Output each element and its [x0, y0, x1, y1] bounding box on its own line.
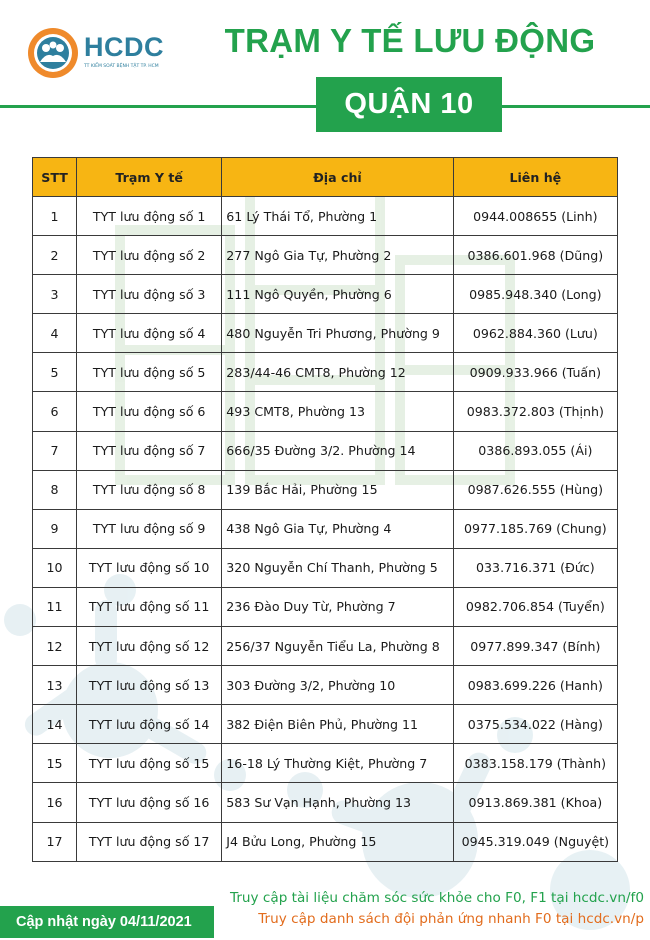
station-contact: 0983.372.803 (Thịnh)	[453, 392, 617, 431]
station-contact: 0962.884.360 (Lưu)	[453, 314, 617, 353]
table-row	[33, 744, 618, 783]
table-row	[33, 509, 618, 548]
station-name: TYT lưu động số 9	[77, 509, 222, 548]
station-address: 493 CMT8, Phường 13	[222, 392, 453, 431]
station-contact: 0383.158.179 (Thành)	[453, 744, 617, 783]
station-address: J4 Bửu Long, Phường 15	[222, 822, 453, 861]
station-name: TYT lưu động số 6	[77, 392, 222, 431]
page-title: TRẠM Y TẾ LƯU ĐỘNG	[224, 22, 596, 59]
column-header-address: Địa chỉ	[222, 158, 453, 197]
footer-link-f0-care: Truy cập tài liệu chăm sóc sức khỏe cho F0, F1 tại hcdc.vn/f0	[230, 890, 644, 906]
hcdc-logo	[26, 28, 176, 78]
station-name: TYT lưu động số 2	[77, 236, 222, 275]
station-name: TYT lưu động số 15	[77, 744, 222, 783]
row-number: 13	[33, 666, 77, 705]
station-address: 438 Ngô Gia Tự, Phường 4	[222, 509, 453, 548]
station-address: 666/35 Đường 3/2. Phường 14	[222, 431, 453, 470]
station-address: 256/37 Nguyễn Tiểu La, Phường 8	[222, 627, 453, 666]
station-address: 111 Ngô Quyền, Phường 6	[222, 275, 453, 314]
station-name: TYT lưu động số 13	[77, 666, 222, 705]
station-contact: 0987.626.555 (Hùng)	[453, 470, 617, 509]
table-row	[33, 314, 618, 353]
station-name: TYT lưu động số 1	[77, 197, 222, 236]
column-header-contact: Liên hệ	[453, 158, 617, 197]
station-address: 583 Sư Vạn Hạnh, Phường 13	[222, 783, 453, 822]
row-number: 1	[33, 197, 77, 236]
row-number: 9	[33, 509, 77, 548]
table-row	[33, 822, 618, 861]
district-label: QUẬN 10	[316, 77, 502, 132]
station-name: TYT lưu động số 5	[77, 353, 222, 392]
updated-date-banner: Cập nhật ngày 04/11/2021	[0, 906, 214, 938]
station-name: TYT lưu động số 14	[77, 705, 222, 744]
table-row	[33, 548, 618, 587]
station-contact: 0977.899.347 (Bính)	[453, 627, 617, 666]
station-contact: 0913.869.381 (Khoa)	[453, 783, 617, 822]
row-number: 17	[33, 822, 77, 861]
row-number: 15	[33, 744, 77, 783]
table-row	[33, 275, 618, 314]
row-number: 16	[33, 783, 77, 822]
column-header-stt: STT	[33, 158, 77, 197]
station-address: 16-18 Lý Thường Kiệt, Phường 7	[222, 744, 453, 783]
row-number: 14	[33, 705, 77, 744]
table-row	[33, 587, 618, 626]
station-address: 283/44-46 CMT8, Phường 12	[222, 353, 453, 392]
row-number: 8	[33, 470, 77, 509]
station-address: 61 Lý Thái Tổ, Phường 1	[222, 197, 453, 236]
station-contact: 0945.319.049 (Nguyệt)	[453, 822, 617, 861]
station-address: 320 Nguyễn Chí Thanh, Phường 5	[222, 548, 453, 587]
row-number: 4	[33, 314, 77, 353]
table-row	[33, 236, 618, 275]
table-row	[33, 197, 618, 236]
station-address: 236 Đào Duy Từ, Phường 7	[222, 587, 453, 626]
logo-subtitle: TT KIỂM SOÁT BỆNH TẬT TP. HCM	[84, 64, 159, 69]
station-name: TYT lưu động số 16	[77, 783, 222, 822]
table-row	[33, 627, 618, 666]
station-address: 382 Điện Biên Phủ, Phường 11	[222, 705, 453, 744]
table-row	[33, 705, 618, 744]
table-header-row	[33, 158, 618, 197]
station-address: 277 Ngô Gia Tự, Phường 2	[222, 236, 453, 275]
station-name: TYT lưu động số 3	[77, 275, 222, 314]
row-number: 2	[33, 236, 77, 275]
station-contact: 0375.534.022 (Hàng)	[453, 705, 617, 744]
stations-table	[32, 157, 618, 862]
row-number: 11	[33, 587, 77, 626]
station-contact: 0985.948.340 (Long)	[453, 275, 617, 314]
station-name: TYT lưu động số 4	[77, 314, 222, 353]
station-contact: 0386.893.055 (Ái)	[453, 431, 617, 470]
station-address: 303 Đường 3/2, Phường 10	[222, 666, 453, 705]
logo-name: HCDC	[84, 32, 164, 62]
station-name: TYT lưu động số 11	[77, 587, 222, 626]
row-number: 5	[33, 353, 77, 392]
row-number: 10	[33, 548, 77, 587]
table-row	[33, 392, 618, 431]
table-row	[33, 353, 618, 392]
row-number: 3	[33, 275, 77, 314]
station-address: 139 Bắc Hải, Phường 15	[222, 470, 453, 509]
station-name: TYT lưu động số 12	[77, 627, 222, 666]
table-row	[33, 783, 618, 822]
hcdc-emblem-icon	[26, 26, 80, 80]
station-contact: 0944.008655 (Linh)	[453, 197, 617, 236]
table-row	[33, 470, 618, 509]
row-number: 7	[33, 431, 77, 470]
station-name: TYT lưu động số 8	[77, 470, 222, 509]
station-contact: 0977.185.769 (Chung)	[453, 509, 617, 548]
station-contact: 0909.933.966 (Tuấn)	[453, 353, 617, 392]
station-name: TYT lưu động số 17	[77, 822, 222, 861]
table-row	[33, 666, 618, 705]
row-number: 6	[33, 392, 77, 431]
station-name: TYT lưu động số 10	[77, 548, 222, 587]
station-contact: 0983.699.226 (Hanh)	[453, 666, 617, 705]
station-contact: 0982.706.854 (Tuyển)	[453, 587, 617, 626]
station-contact: 033.716.371 (Đức)	[453, 548, 617, 587]
header	[0, 0, 650, 140]
table-row	[33, 431, 618, 470]
footer-link-rapid-response: Truy cập danh sách đội phản ứng nhanh F0 tại hcdc.vn/p	[258, 911, 644, 927]
station-contact: 0386.601.968 (Dũng)	[453, 236, 617, 275]
station-address: 480 Nguyễn Tri Phương, Phường 9	[222, 314, 453, 353]
row-number: 12	[33, 627, 77, 666]
station-name: TYT lưu động số 7	[77, 431, 222, 470]
column-header-station: Trạm Y tế	[77, 158, 222, 197]
